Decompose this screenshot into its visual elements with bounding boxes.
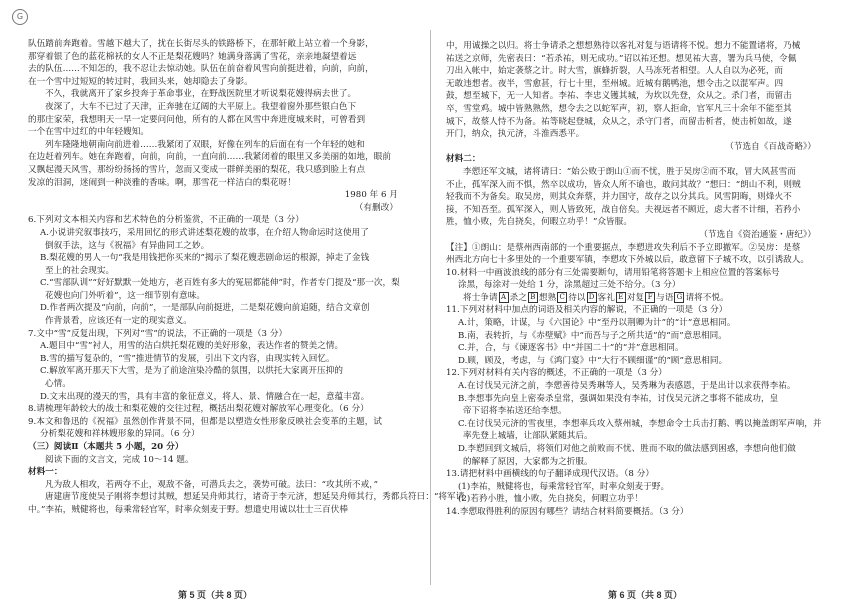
question-line: B.梨花嫂的男人一句“我是用钱把你买来的”揭示了梨花嫂悲剧命运的根源，掉走了金钱 <box>40 253 370 264</box>
question-line: 14.李愬取得胜利的原因有哪些？请结合材料简要概括。（3 分） <box>446 506 689 517</box>
question-line: 至上的社会现实。 <box>45 265 115 276</box>
question-line: D.李愬回到文城后，将领们对他之前败而不忧、胜而不取的做法感到困惑，李想向他们做 <box>458 444 796 454</box>
q10-char: 请 <box>685 292 695 303</box>
question-line: 10.材料一中画波浪线的部分有三处需要断句，请用铅笔将答题卡上相应位置的答案标号 <box>446 267 780 278</box>
question-line: C.在讨伐吴元济的雪夜里，李想率兵攻入蔡州城，李想命令士兵击打鹅、鸭以掩盖朗军声响，并 <box>458 418 822 429</box>
text-line: 列车隆隆地朝南向前进着……我紧闭了双眼，好像在列车的后面在有一个年轻的她和 <box>45 139 365 150</box>
text-line: 李愬还军文城，诸将请曰：“始公败于朗山①而不忧，胜于吴房②而不取，冒大风甚雪而 <box>463 166 796 177</box>
question-line: A.在讨伐吴元济之前，李愬善待吴秀琳等人，吴秀琳为表感恩，于是出计以求获得李祐。 <box>458 381 796 392</box>
q10-char: 熟 <box>547 292 557 303</box>
text-line: 发凉的泪洞，迷闹到一种淡雅的香味。啊，那雪花一样洁白的梨花呀！ <box>28 177 296 188</box>
question-line: B.南，表转折，与《赤壁赋》中“而吾与子之所共适”的“而”意思相同。 <box>458 330 727 341</box>
question-line: 分析梨花嫂和祥林嫂形象的异同。（6 分） <box>40 429 200 440</box>
text-line: 的那庄家荣，我想明天一早一定要问问他，所有的人都在风雪中奔进度城来时，可曾看到 <box>28 114 366 125</box>
text-line: 无敢违想者。夜半，雪愈甚，行七十里，至州城。近城有鹅鸭池，想令击之以混军声。四 <box>446 78 784 89</box>
q10-suffix: 不悦。 <box>702 292 729 303</box>
story-date: 1980 年 6 月 <box>344 190 398 201</box>
text-line: 在一个雪中过短短的转过时，我回头来，她却隐去了身影。 <box>28 76 253 87</box>
text-line: 一个在雪中过红的中年轻嫂知。 <box>28 127 150 138</box>
question-line: B.李想事先向皇上密奏杀皇常，强调如果没有李祐，讨伐吴元济之事将不能成功，皇 <box>458 393 779 404</box>
q10-answer-box[interactable]: B <box>528 292 538 303</box>
question-line: C.解放军离开那天下大雪，是为了前途渲染冷酷的氛围，以烘托大家离开压抑的 <box>40 366 343 377</box>
story-paragraphs <box>28 38 420 189</box>
q10-answer-box[interactable]: G <box>674 292 684 303</box>
q10-char: 想 <box>538 292 548 303</box>
text-line: 鼓，想至城下，无一人知者。李祐、李忠义镬其城，为坎以先登，众从之。杀门者，而留击 <box>446 91 792 102</box>
q10-char: 复 <box>635 292 645 303</box>
text-line: 又飘起漫天风雪，那纷纷扬扬的雪片，忽而又变成一群鲜美丽的梨花，我只感到脸上有点 <box>28 164 366 175</box>
note-line: 【注】①朗山：是蔡州西南部的一个重要据点，李愬进攻失利后不予立即撤军。②吴房：是蔡 <box>446 242 801 253</box>
question-line: (2)若矜小胜，恤小败，先自挠矣，何暇立功乎！ <box>458 494 644 505</box>
material2-source: （节选自《资治通鉴・唐纪》） <box>699 229 816 240</box>
question-line: 率先登上城墙，让部队紧随其后。 <box>463 431 593 442</box>
q10-char: 之 <box>518 292 527 303</box>
text-line: 胜，恤小败，先自挠矣，何暇立功乎！”众皆服。 <box>446 217 632 228</box>
question-line: 11.下列对材料中加点的词语及相关内容的解说，不正确的一项是（3 分） <box>446 305 728 316</box>
text-line: 接，不知吾至。孤军深入，则人皆致死，战自倍矣。夫视远者不顾近，虑大者不计细，若矜小 <box>446 204 801 215</box>
question-line: 花嫂也向门外听着”，这一细节别有意味。 <box>45 290 206 301</box>
q10-char: 杀 <box>509 292 519 303</box>
text-line: 不止，孤军深入而不惧，然卒以成功，皆众人所不谕也，敢问其故？”想曰：“朗山不利，则贼 <box>446 179 801 190</box>
annotation-note <box>446 242 838 267</box>
text-line: 去的队伍……不知怎的，我不忍让去惊动她。队伍在前奋着风雪向前挺进着，向前，向前， <box>28 64 374 75</box>
text-line: 夜深了，大车不已过了天津，正奔驰在辽阔的大平原上。我望着窗外那些银白色下 <box>45 101 357 112</box>
question-line: 帝下诏将李祐送还给李想。 <box>463 406 567 417</box>
question-line: D.文末出现的漫天的雪，具有丰富的象征意义，将人、景、情融合在一起，意蕴丰富。 <box>40 391 370 402</box>
question-line: 8.请梳理年龄较大的战士和梨花嫂的交往过程，概括出梨花嫂对解放军心理变化。（6 分） <box>28 404 369 415</box>
section-intro: 阅读下面的文言文，完成 10～14 题。 <box>45 454 194 465</box>
material1-title: 材料一： <box>28 467 63 478</box>
question-line: C.并，合，与《谏逐客书》中“并国二十”的“并”意思相同。 <box>458 343 684 354</box>
text-line: 祐送之京师，先密表曰：“若杀祐，则无成功。”诏以祐还想。想见祐大喜，署为兵马使，令佩 <box>446 53 797 64</box>
text-line: 那穿着银了色的蓝花棉袄的女人不正是梨花嫂吗？她满身落满了雪花，亲亲地凝望着远 <box>28 51 357 62</box>
question-line: 13.请把材料中画横线的句子翻译成现代汉语。（8 分） <box>446 469 654 480</box>
material1-text <box>28 479 465 517</box>
question-line: A.小说讲究叙事技巧，采用回忆的形式讲述梨花嫂的故事，在介绍人物命运时这使用了 <box>40 227 369 238</box>
q10-prefix: 将士争 <box>463 292 489 303</box>
q10-char: 以 <box>576 292 586 303</box>
question-line: A.计，策略，计谋，与《六国论》中“至丹以荆卿为计”的“计”意思相同。 <box>458 318 736 329</box>
material2-title: 材料二： <box>446 154 481 165</box>
text-line: 刀出入帐中，始定袭蔡之计。时大雪，旗蜂折裂，人马冻死者相望。人人自以为必死，而 <box>446 66 784 77</box>
section-title: （三）阅读Ⅱ（本题共 5 小题，20 分） <box>28 442 184 452</box>
q10-answer-box[interactable]: D <box>587 292 597 303</box>
text-line: 中。”李祐，贼健将也，每乘常轻官军，时率众刻麦于野。想遣史用诚以壮士三百伏棒 <box>28 504 348 515</box>
page-number-right: 第 6 页（共 8 页） <box>607 590 682 600</box>
question-line: 涂黑，每涂对一处给 1 分，涂黑超过三处不给分。（3 分） <box>458 280 681 291</box>
question-line: B.雪的描写复杂的，“雪”推进情节的发展，引出下文内容，由现实转入回忆。 <box>40 353 335 364</box>
question-line: 9.本文和鲁迅的《祝福》虽然创作背景不同，但都是以塑造女性形象反映社会变革的主题，试 <box>28 416 383 427</box>
text-line: 城下，故蔡人恃不为备。祐等晓起登城，众从之，杀守门者，而留击析者，使击析如故，遂 <box>446 116 792 127</box>
question-line: 作背景看，应该还有一定的现实意义。 <box>45 316 192 327</box>
text-line: 唐建唐节度使吴子刚将李想讨其贼，想延吴舟师其行，诸奇于李元济，想延吴舟师其行，秀都兵符曰：“将军请 <box>45 492 465 503</box>
q10-char: 与 <box>656 292 665 303</box>
text-line: 中，用诚操之以归。将士争请杀之想想熟待以客礼对复与语请将不悦。想力不能置诸将，乃械 <box>446 41 801 51</box>
question-line: 的解释了原因，大家都为之折服。 <box>463 456 593 467</box>
material1-continued <box>446 40 838 141</box>
questions-6-9 <box>28 214 420 441</box>
q10-char: 对 <box>626 292 636 303</box>
material2-text <box>446 166 838 229</box>
question-line: 6.下列对文本相关内容和艺术特色的分析鉴赏，不正确的一项是（3 分） <box>28 215 304 226</box>
q10-char: 将 <box>694 292 703 303</box>
text-line: 在边赶着列车。她在奔跑着，向前，向前，一直向前……我紧闭着的眼里又多美丽的如地，眼前 <box>28 152 392 163</box>
q10-answer-box[interactable]: C <box>557 292 567 303</box>
q10-char: 礼 <box>606 292 615 303</box>
q10-answer-box[interactable]: A <box>499 292 509 303</box>
page-6 <box>430 0 860 608</box>
question-line: 12.下列对材料有关内容的概述，不正确的一项是（3 分） <box>446 368 667 379</box>
text-line: 凡为敌人相攻，若两夺不止，观敌不备，可潜兵去之，袭势可破。法曰：“攻其所不戒，” <box>45 479 379 490</box>
q10-char: 语 <box>664 292 674 303</box>
question-line: (1)李祐，贼健将也，每乘常轻官军，时率众刻麦于野。 <box>458 481 670 492</box>
material1-source: （节选自《百战奇略》） <box>725 141 816 152</box>
text-line: 不久，我就离开了家乡投奔于革命事业，在野战医院里才听说梨花嫂得病去世了。 <box>45 89 357 100</box>
q10-char: 待 <box>568 292 577 303</box>
questions-10 <box>446 267 838 292</box>
question-line: A.题目中“雪”衬人，用雪的洁白烘托梨花嫂的美好形象，表达作者的赞美之情。 <box>40 341 344 352</box>
question-line: D.顾，顾及，考虑，与《鸿门宴》中“大行不顾细谨”的“顾”意思相同。 <box>458 355 728 366</box>
q10-answer-box[interactable]: F <box>645 292 655 303</box>
text-line: 开门，纳众，执元济，斗淮西悉平。 <box>446 129 585 140</box>
text-line: 轻我而不为备矣。取吴房，则其众奔蔡，并力国守，故存之以分其兵。风雪阴晦，则烽火不 <box>446 192 792 203</box>
text-line: 队伍踏前奔跑着。雪越下越大了，扰在长街尽头的铁路桥下，在那轩敞上站立着一个身影， <box>28 39 374 49</box>
questions-11-14 <box>446 304 838 518</box>
question-line: 7.文中“雪”反复出现，下列对“雪”的说法，不正确的一项是（3 分） <box>28 328 288 339</box>
question-line: C.“雪部队训”“好好默默一处地方，老百姓有多大的冤屈都能伸”时，作者专门提及“那一次，梨 <box>40 278 400 289</box>
q10-char: 请 <box>488 292 498 303</box>
story-source: （有删改） <box>354 202 398 213</box>
q10-answer-box[interactable]: E <box>616 292 626 303</box>
q10-sentence-boxes <box>446 292 838 305</box>
question-line: D.作者两次提及“向前，向前”，一是部队向前挺进，二是梨花嫂向前追随，结合文章创 <box>40 303 370 314</box>
question-line: 心情。 <box>45 379 71 390</box>
question-line: 倒叙手法，这与《祝福》有异曲同工之妙。 <box>45 240 210 251</box>
note-line: 州西北方向七十多里处的一个重要军镇，李愬攻下外城以后，敢意留下子城不攻，以引诱敌人。 <box>446 255 810 266</box>
publisher-logo-icon: G <box>12 9 28 25</box>
text-line: 卒，雪堂鸡。城中皆熟熟然，想令去之以蛇军声，初，察人拒命，官军凡三十余年不能至其 <box>446 103 792 114</box>
q10-char: 客 <box>597 292 607 303</box>
page-number-left: 第 5 页（共 8 页） <box>177 590 252 600</box>
